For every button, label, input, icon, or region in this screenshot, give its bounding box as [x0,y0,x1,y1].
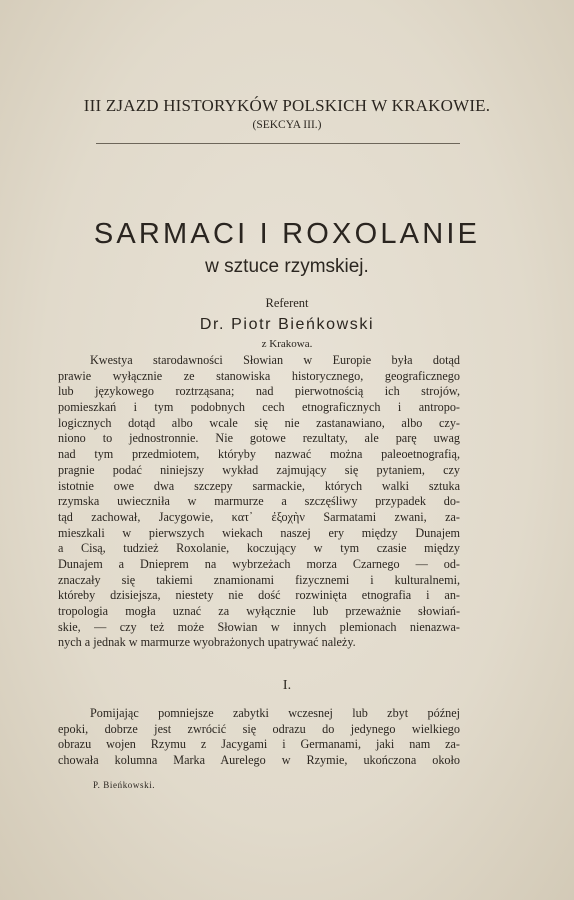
text-line: tropologia mogła uznać za wyłącznie lub przeważnie słowiań- [58,604,460,618]
text-line: Pomijając pomniejsze zabytki wczesnej lub zbyt późnej [90,706,460,720]
text-line: tąd zachował, Jacygowie, κατ᾽ ἐξοχὴν Sarmatami zwani, za- [58,509,460,524]
text-line: Kwestya starodawności Słowian w Europie była dotąd [90,353,460,367]
text-line: epoki, dobrze jest zwrócić się odrazu do jedynego wielkiego [58,721,460,736]
text-line: logicznych dotąd albo wcale się nie zastanawiano, albo czy- [58,415,460,430]
title-block [0,220,574,350]
text-line: pragnie podać niniejszy wykład zajmujący się pytaniem, czy [58,462,460,477]
text-line: lub językowego roztrząsana; nad pierwotnością ich strojów, [58,384,460,399]
footer-signature: P. Bieńkowski. [93,780,156,790]
text-line: skie, — czy też może Słowian w innych plemionach nienazwa- [58,619,460,634]
text-line: a Cisą, tudzież Roxolanie, koczujący w tym czasie między [58,541,460,556]
page-header [0,96,574,131]
text-line: Dunajem a Dnieprem na wybrzeżach morza Czarnego — od- [58,556,460,571]
author-origin: z Krakowa. [261,337,313,350]
text-line: niono to jednostronnie. Nie gotowe rezultaty, ale parę uwag [58,431,460,446]
text-line: prawie wyłącznie ze stanowiska historycznego, geograficznego [58,368,460,383]
text-line: mieszkali w pierwszych wiekach naszej ery między Dunajem [58,525,460,540]
article-subtitle: w sztuce rzymskiej. [205,256,369,277]
referent-label: Referent [265,296,309,310]
header-rule [96,143,460,144]
section-label: (SEKCYA III.) [252,119,322,131]
text-line: nad tym przedmiotem, któryby nazwać można paleoetnografią, [58,447,460,462]
text-line: chowała kolumna Marka Aurelego w Rzymie, ukończona około [58,753,460,768]
text-line: znaczały się takiemi znamionami fizycznemi i kulturalnemi, [58,572,460,587]
article-title: SARMACI I ROXOLANIE [93,218,481,250]
text-line: rzymska uwieczniła w marmurze a szczęśliwy przypadek do- [58,494,460,509]
author-name: Dr. Piotr Bieńkowski [199,315,375,333]
section-number: I. [282,678,292,693]
text-line: obrazu wojen Rzymu z Jacygami i Germanami, jaki nam za- [58,737,460,752]
text-line: nych a jednak w marmurze wyobrażonych upatrywać należy. [58,635,356,650]
paragraph-1 [58,353,460,651]
paragraph-2 [58,706,460,769]
text-line: pomieszkań i tym podobnych cech etnograficznych i antropo- [58,400,460,415]
congress-title: III ZJAZD HISTORYKÓW POLSKICH W KRAKOWIE. [83,96,491,115]
text-line: któreby dzisiejsza, niestety nie dość rozwinięta etnografia i an- [58,588,460,603]
text-line: istotnie owe dwa szczepy sarmackie, których walki sztuka [58,478,460,493]
